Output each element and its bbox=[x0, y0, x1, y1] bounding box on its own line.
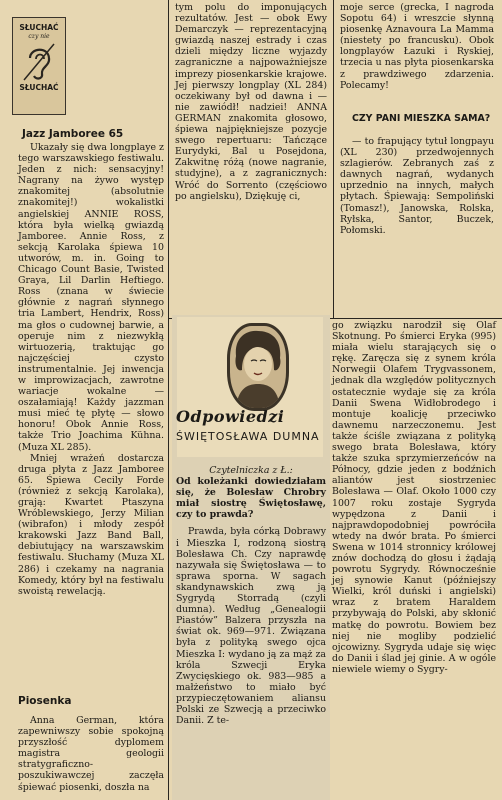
sluchac-logo bbox=[12, 17, 66, 115]
portrait-frame bbox=[227, 323, 289, 411]
column-3 bbox=[340, 2, 494, 91]
heading-piosenka: Piosenka bbox=[18, 695, 72, 707]
heading-czy-pani-mieszka-sama: CZY PANI MIESZKA SAMA? bbox=[352, 113, 491, 124]
article-paragraph: Mniej wrażeń dostarcza druga płyta z Jazz Jamboree 65. Śpiewa Cecily Forde (również z sekcją Karolaka), grają: Kwartet Ptaszyna Wróblewskiego, Jerzy Milian (wibrafon) i młody zespół krakowski Jazz Band Ball, debiutujący na warszawskim festiwalu. Słuchamy (Muza XL 286) i czekamy na nagrania Komedy, który był na festiwalu swoistą rewelacją. bbox=[18, 452, 164, 597]
woman-portrait-icon bbox=[230, 326, 286, 408]
ear-icon bbox=[22, 42, 56, 82]
column-rule bbox=[333, 0, 334, 318]
column-rule bbox=[168, 0, 169, 318]
logo-bottom: SŁUCHAĆ bbox=[19, 83, 59, 92]
article-paragraph: Ukazały się dwa longplaye z tego warszawskiego festiwalu. Jeden z nich: sensacyjny! Nagrany na żywo występ znakomitej (absolutnie znakomitej!) wokalistki angielskiej ANNIE ROSS, która była wielką gwiazdą Jamboree. Annie Ross, z sekcją Karolaka śpiewa 10 utworów, m. in. Going to Chicago Count Basie, Twisted Graya, Lil Darlin Heftiego. Ross (znana w świecie głównie z nagrań słynnego tria Lambert, Hendrix, Ross) ma głos o cudownej barwie, a operuje nim z niezwykłą wirtuozerią, traktując go najczęściej czysto instrumentalnie. Jej inwencja w improwizacjach, zawrotne wariacje wokalne — oszałamiają! Każdy jazzman musi mieć tę płytę — słowo honoru! Obok Annie Ross, także Trio Joachima Kühna. (Muza XL 285). bbox=[18, 142, 164, 453]
article-paragraph: Anna German, która zapewniwszy sobie spokojną przyszłość dyplomem magistra geologii stratygraficzno-poszukiwawczej zaczęła śpiewać piosenki, doszła na bbox=[18, 715, 164, 793]
logo-top: SŁUCHAĆ bbox=[19, 23, 59, 32]
answer-paragraph: Prawda, była córką Dobrawy i Mieszka I, rodzoną siostrą Bolesława Ch. Czy naprawdę nazywała się Świętosława — to sprawa sporna. W sagach skandynawskich zwą ją Sygrydą Storradą (czyli dumna). Według „Genealogii Piastów” Balzera przyszła na świat ok. 969—971. Związana była z polityką swego ojca Mieszka I: wydano ją za mąż za króla Szwecji Eryka Zwycięskiego ok. 983—985 a małżeństwo to miało być przypieczętowaniem aliansu Polski ze Szwecją a przeciwko Danii. Z te- bbox=[176, 526, 326, 727]
column-2 bbox=[175, 2, 327, 202]
question-lead: Czytelniczka z Ł.: bbox=[209, 465, 293, 476]
article-paragraph: moje serce (grecka, I nagroda Sopotu 64) i wreszcie słynną piosenkę Aznavoura La Mamma (niestety po francusku). Obok longplayów Łazuki i Ryskiej, trzecia u nas płyta piosenkarska z prawdziwego zdarzenia. Polecamy! bbox=[340, 2, 494, 91]
column-1-bottom bbox=[18, 715, 164, 793]
answers-title: Odpowiedzi bbox=[176, 407, 285, 426]
answer-paragraph: go związku narodził się Olaf Skotnung. Po śmierci Eryka (995) miała wielu starających się o rękę. Zaręcza się z synem króla Norwegii Olafem Trygvassonem, jednak dla względów politycznych ostatecznie wydaje się za króla Danii Swena Widłobrodego i montuje koalicję przeciwko dawnemu narzeczonemu. Jest także ściśle związana z polityką swego brata Bolesława, który także szuka sprzymierzeńców na Północy, gdzie jeden z bodźnich aliantów jest siostrzeniec Bolesława — Olaf. Około 1000 czy 1007 roku zostaje Sygryda wypędzona z Danii i najprawdopodobniej powróciła wtedy na dwór brata. Po śmierci Swena w 1014 stronnicy królowej znów dochodzą do głosu i żądają powrotu Sygrydy. Równocześnie jej synowie Kanut (późniejszy Wielki, król duński i angielski) wraz z bratem Haraldem przybywają do Polski, aby skłonić matkę do powrotu. Bowiem bez niej nie mogliby podzielić ojcowizny. Sygryda udaje się więc do Danii i ślad jej ginie. A w ogóle niewiele wiemy o Sygry- bbox=[332, 320, 496, 675]
column-1 bbox=[18, 142, 164, 597]
heading-jazz-jamboree: Jazz Jamboree 65 bbox=[22, 128, 124, 140]
column-rule bbox=[168, 318, 169, 800]
column-3-b bbox=[340, 136, 494, 236]
logo-middle: czy nie bbox=[28, 33, 50, 40]
answers-right-column bbox=[332, 320, 496, 675]
answers-left-column bbox=[176, 465, 326, 726]
answers-subtitle: ŚWIĘTOSŁAWA DUMNA bbox=[176, 430, 320, 443]
reader-question: Od koleżanki dowiedziałam się, że Bolesław Chrobry miał siostrę Świętosławę, czy to prawda? bbox=[176, 476, 326, 521]
article-paragraph: tym polu do imponujących rezultatów. Jest — obok Ewy Demarczyk — reprezentacyjną gwiazdą naszej estrady i czas dzieli między liczne wyjazdy zagraniczne a najpoważniejsze imprezy piosenkarskie krajowe. Jej pierwszy longplay (XL 284) oczekiwany był od dawna i — nie zawiódł! nadziei! ANNA GERMAN znakomita głosowo, śpiewa najpiękniejsze pozycje swego repertuaru: Tańczące Eurydyki, Bal u Posejdona, Zakwitnę różą (nowe nagranie, studyjne), a z zagranicznych: Wróć do Sorrento (częściowo po angielsku), Dziękuję ci, bbox=[175, 2, 327, 202]
article-paragraph: — to frapujący tytuł longpayu (XL 230) przedwojennych szlagierów. Zebranych zaś z dawnych nagrań, wydanych uprzednio na innych, małych płytach. Śpiewają: Sempoliński (Tomasz!), Janowska, Rolska, Ryłska, Santor, Buczek, Połomski. bbox=[340, 136, 494, 236]
